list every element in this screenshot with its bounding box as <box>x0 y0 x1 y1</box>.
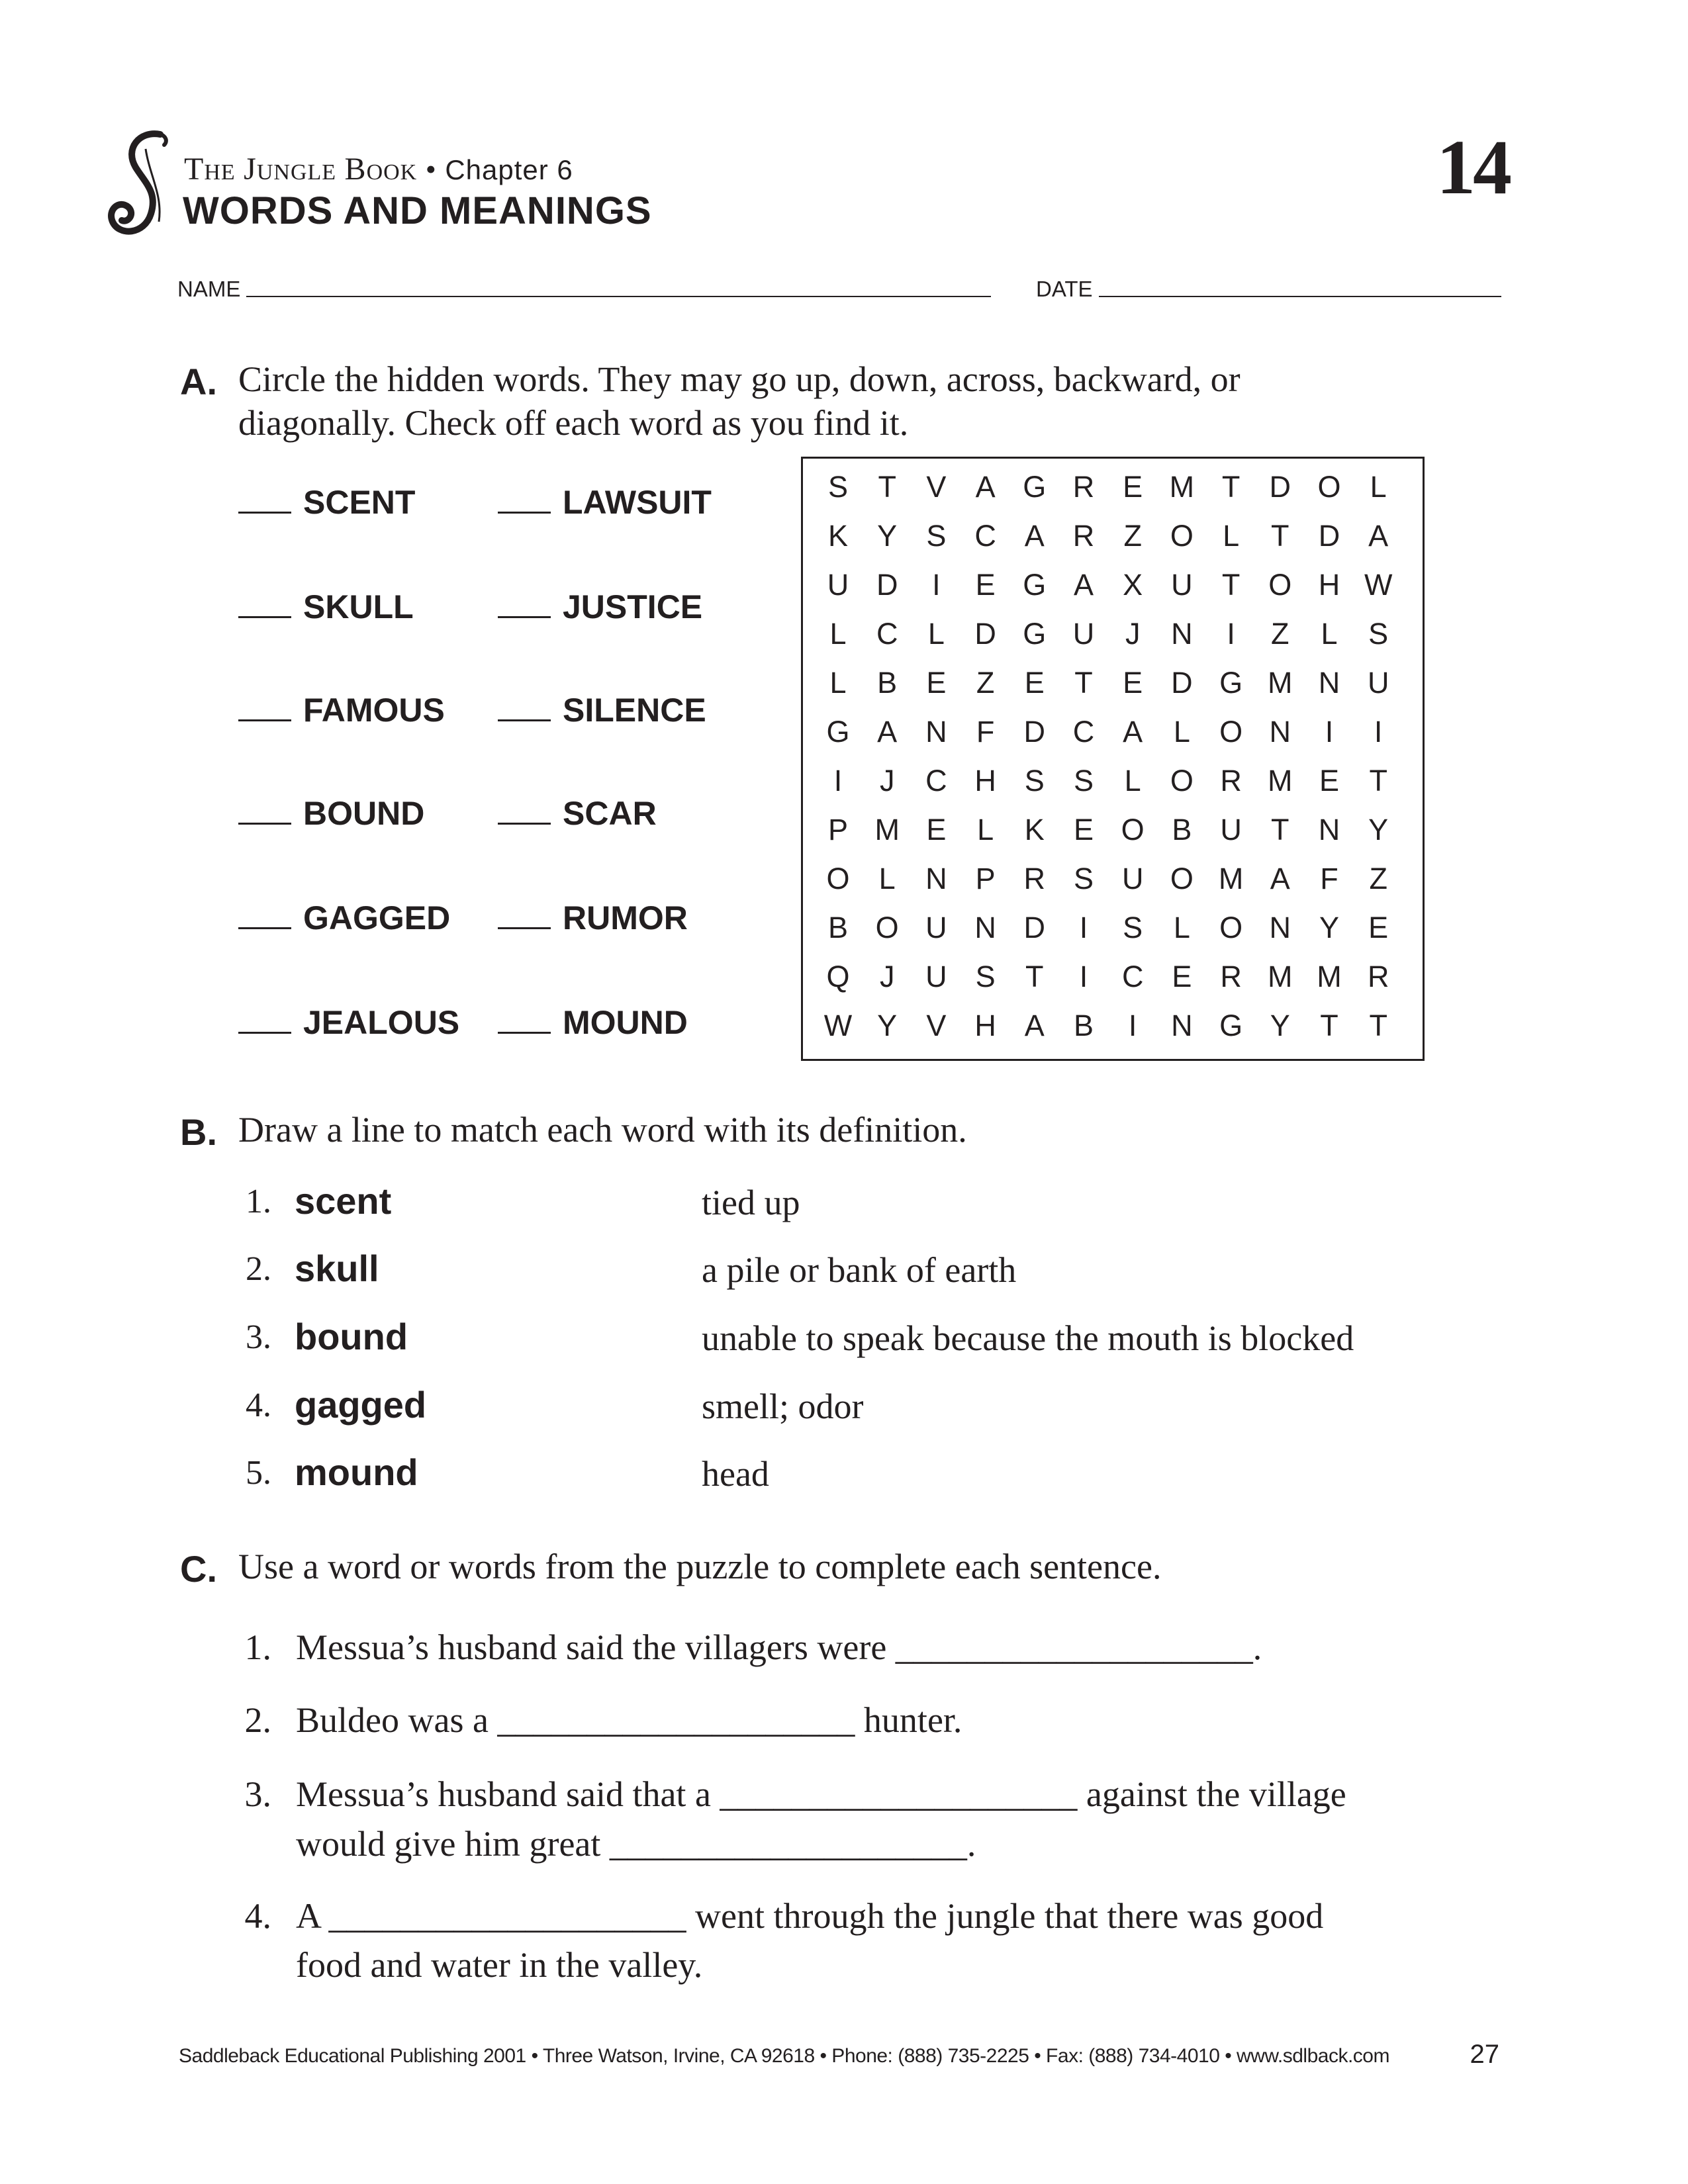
word-bank-item <box>238 691 445 729</box>
sentence-3-number: 3. <box>244 1774 271 1814</box>
grid-letter[interactable]: E <box>1024 666 1045 700</box>
grid-letter[interactable]: G <box>1219 666 1243 700</box>
grid-letter[interactable]: A <box>1024 1009 1045 1042</box>
match-word[interactable]: mound <box>295 1451 418 1493</box>
word-bank-word: FAMOUS <box>303 692 445 729</box>
section-c-instruction: Use a word or words from the puzzle to complete each sentence. <box>238 1547 1162 1586</box>
word-bank-word: SILENCE <box>563 692 706 729</box>
grid-letter[interactable]: K <box>1024 813 1045 846</box>
date-field[interactable] <box>1099 296 1501 297</box>
grid-letter[interactable]: U <box>1072 617 1095 651</box>
grid-letter[interactable]: U <box>925 960 947 993</box>
grid-letter[interactable]: C <box>974 519 996 553</box>
grid-letter[interactable]: L <box>977 813 994 846</box>
match-number: 3. <box>246 1318 271 1356</box>
grid-letter[interactable]: R <box>1072 470 1095 504</box>
grid-letter[interactable]: O <box>1317 470 1341 504</box>
grid-letter[interactable]: O <box>875 911 899 944</box>
grid-letter[interactable]: V <box>926 1009 947 1042</box>
grid-letter[interactable]: E <box>1073 813 1094 846</box>
grid-letter[interactable]: T <box>1221 470 1241 504</box>
sentence-3-line2[interactable]: would give him great ____________________. <box>296 1824 976 1864</box>
word-bank-item <box>238 483 415 522</box>
publisher-logo <box>99 129 182 242</box>
match-number: 2. <box>246 1250 271 1288</box>
grid-letter[interactable]: G <box>1023 617 1047 651</box>
grid-letter[interactable]: S <box>1073 862 1094 895</box>
grid-letter[interactable]: T <box>1025 960 1044 993</box>
grid-letter[interactable]: R <box>1220 960 1242 993</box>
checkoff-blank[interactable] <box>238 1031 291 1034</box>
match-definition[interactable]: tied up <box>702 1183 800 1222</box>
grid-letter[interactable]: L <box>829 666 847 700</box>
grid-letter[interactable]: D <box>1318 519 1340 553</box>
grid-letter[interactable]: T <box>1074 666 1093 700</box>
grid-letter[interactable]: F <box>976 715 995 749</box>
match-word[interactable]: scent <box>295 1180 392 1222</box>
match-number: 5. <box>246 1454 271 1492</box>
grid-letter[interactable]: B <box>1073 1009 1094 1042</box>
grid-letter[interactable]: D <box>974 617 996 651</box>
page-heading: WORDS AND MEANINGS <box>183 189 652 232</box>
grid-letter[interactable]: O <box>1219 911 1243 944</box>
word-bank-item <box>498 899 688 937</box>
checkoff-blank[interactable] <box>498 927 551 929</box>
grid-letter[interactable]: N <box>1171 1009 1193 1042</box>
grid-letter[interactable]: A <box>1024 519 1045 553</box>
sentence-4-line1[interactable]: A ____________________ went through the jungle that there was good <box>296 1896 1324 1936</box>
grid-letter[interactable]: A <box>877 715 898 749</box>
book-title <box>184 151 573 187</box>
word-bank-word: GAGGED <box>303 899 451 936</box>
word-search-grid <box>801 457 1425 1061</box>
word-bank-word: JEALOUS <box>303 1004 460 1041</box>
grid-letter[interactable]: J <box>879 764 895 797</box>
grid-letter[interactable]: N <box>1318 666 1340 700</box>
section-c-letter: C. <box>180 1548 217 1590</box>
grid-letter[interactable]: E <box>975 568 996 602</box>
grid-letter[interactable]: O <box>826 862 850 895</box>
grid-letter[interactable]: H <box>1318 568 1340 602</box>
swash-s-logo-icon <box>99 129 182 242</box>
word-bank-item <box>238 588 414 626</box>
grid-letter[interactable]: E <box>1368 911 1389 944</box>
grid-letter[interactable]: M <box>1268 960 1293 993</box>
word-bank-item <box>498 794 657 833</box>
grid-letter[interactable]: D <box>1023 715 1046 749</box>
grid-letter[interactable]: I <box>833 764 843 797</box>
grid-letter[interactable]: E <box>926 666 947 700</box>
match-number: 4. <box>246 1387 271 1424</box>
grid-letter[interactable]: R <box>1220 764 1242 797</box>
grid-letter[interactable]: G <box>1023 470 1047 504</box>
grid-letter[interactable]: N <box>1269 715 1291 749</box>
chapter-label: Chapter 6 <box>445 154 573 185</box>
sentence-1[interactable]: Messua’s husband said the villagers were ____________________. <box>296 1627 1262 1667</box>
grid-letter[interactable]: Z <box>1271 617 1289 651</box>
word-bank-word: SKULL <box>303 588 414 625</box>
checkoff-blank[interactable] <box>498 511 551 514</box>
grid-letter[interactable]: B <box>877 666 898 700</box>
sentence-4-line2: food and water in the valley. <box>296 1945 703 1985</box>
grid-letter[interactable]: S <box>975 960 996 993</box>
word-bank-word: RUMOR <box>563 899 688 936</box>
checkoff-blank[interactable] <box>498 719 551 721</box>
grid-letter[interactable]: N <box>1171 617 1193 651</box>
grid-letter[interactable]: M <box>1169 470 1195 504</box>
grid-letter[interactable]: S <box>1073 764 1094 797</box>
grid-letter[interactable]: G <box>1023 568 1047 602</box>
grid-letter[interactable]: O <box>1170 519 1194 553</box>
word-bank-item <box>498 1003 688 1042</box>
grid-letter[interactable]: S <box>1123 911 1143 944</box>
match-word[interactable]: bound <box>295 1316 408 1357</box>
grid-letter[interactable]: N <box>925 715 947 749</box>
grid-letter[interactable]: I <box>1079 911 1088 944</box>
grid-letter[interactable]: U <box>1220 813 1242 846</box>
grid-letter[interactable]: V <box>926 470 947 504</box>
word-bank-item <box>238 899 450 937</box>
grid-letter[interactable]: I <box>932 568 941 602</box>
name-label: NAME <box>177 277 241 301</box>
word-bank-word: LAWSUIT <box>563 484 712 521</box>
grid-letter[interactable]: B <box>1172 813 1192 846</box>
grid-letter[interactable]: P <box>975 862 996 895</box>
grid-letter[interactable]: S <box>1024 764 1045 797</box>
grid-letter[interactable]: U <box>1121 862 1144 895</box>
grid-letter[interactable]: Y <box>1368 813 1389 846</box>
grid-letter[interactable]: O <box>1121 813 1145 846</box>
section-b-letter: B. <box>180 1111 217 1153</box>
grid-letter[interactable]: I <box>1374 715 1383 749</box>
grid-letter[interactable]: A <box>1368 519 1389 553</box>
grid-letter[interactable]: I <box>1325 715 1334 749</box>
grid-letter[interactable]: E <box>1123 666 1143 700</box>
grid-letter[interactable]: G <box>826 715 850 749</box>
section-a-letter: A. <box>180 361 217 402</box>
grid-letter[interactable]: I <box>1227 617 1235 651</box>
title-bullet: • <box>425 152 437 186</box>
match-definition[interactable]: unable to speak because the mouth is blocked <box>702 1318 1354 1358</box>
grid-letter[interactable]: F <box>1320 862 1338 895</box>
grid-letter[interactable]: R <box>1072 519 1095 553</box>
grid-letter[interactable]: I <box>1079 960 1088 993</box>
grid-letter[interactable]: C <box>925 764 947 797</box>
word-bank-item <box>498 691 706 729</box>
grid-letter[interactable]: L <box>1370 470 1387 504</box>
checkoff-blank[interactable] <box>238 615 291 618</box>
date-label: DATE <box>1036 277 1093 301</box>
grid-letter[interactable]: E <box>1123 470 1143 504</box>
grid-letter[interactable]: L <box>1173 911 1190 944</box>
grid-letter[interactable]: L <box>1223 519 1240 553</box>
section-b-instruction: Draw a line to match each word with its definition. <box>238 1110 967 1150</box>
sentence-1-number: 1. <box>244 1627 271 1667</box>
grid-letter[interactable]: E <box>1319 764 1339 797</box>
grid-letter[interactable]: O <box>1219 715 1243 749</box>
word-bank-word: JUSTICE <box>563 588 703 625</box>
grid-letter[interactable]: T <box>1369 1009 1387 1042</box>
grid-letter[interactable]: T <box>1369 764 1387 797</box>
footer-publisher: Saddleback Educational Publishing 2001 • Three Watson, Irvine, CA 92618 • Phone: (888) 735-2225 • Fax: (888) 734-4010 • www.sdlback.com <box>179 2045 1389 2067</box>
grid-letter[interactable]: H <box>974 764 996 797</box>
grid-letter[interactable]: A <box>975 470 996 504</box>
checkoff-blank[interactable] <box>238 927 291 929</box>
word-bank-item <box>498 588 702 626</box>
grid-letter[interactable]: L <box>878 862 896 895</box>
grid-letter[interactable]: U <box>827 568 849 602</box>
grid-letter[interactable]: N <box>974 911 996 944</box>
match-definition[interactable]: head <box>702 1454 769 1494</box>
grid-letter[interactable]: L <box>1321 617 1338 651</box>
grid-letter[interactable]: L <box>829 617 847 651</box>
grid-letter[interactable]: B <box>827 911 848 944</box>
sentence-3-line1[interactable]: Messua’s husband said that a ____________________ against the village <box>296 1774 1346 1814</box>
sentence-2[interactable]: Buldeo was a ____________________ hunter. <box>296 1700 962 1740</box>
grid-letter[interactable]: J <box>879 960 895 993</box>
grid-letter[interactable]: Y <box>1270 1009 1290 1042</box>
match-number: 1. <box>246 1183 271 1220</box>
match-word[interactable]: skull <box>295 1248 379 1289</box>
grid-letter[interactable]: M <box>874 813 900 846</box>
word-bank-item <box>238 1003 459 1042</box>
grid-letter[interactable]: M <box>1268 666 1293 700</box>
grid-letter[interactable]: N <box>1318 813 1340 846</box>
grid-letter[interactable]: D <box>876 568 898 602</box>
grid-letter[interactable]: E <box>1172 960 1192 993</box>
grid-letter[interactable]: A <box>1270 862 1290 895</box>
grid-letter[interactable]: O <box>1170 764 1194 797</box>
grid-letter[interactable]: Z <box>1369 862 1387 895</box>
grid-letter[interactable]: N <box>925 862 947 895</box>
checkoff-blank[interactable] <box>238 719 291 721</box>
book-title-the: The <box>184 152 236 187</box>
grid-letter[interactable]: A <box>1123 715 1143 749</box>
grid-letter[interactable]: Y <box>1319 911 1339 944</box>
grid-letter[interactable]: L <box>1173 715 1190 749</box>
grid-letter[interactable]: R <box>1023 862 1046 895</box>
grid-letter[interactable]: H <box>974 1009 996 1042</box>
grid-letter[interactable]: M <box>1268 764 1293 797</box>
grid-letter[interactable]: X <box>1123 568 1143 602</box>
grid-letter[interactable]: S <box>827 470 848 504</box>
grid-letter[interactable]: L <box>927 617 945 651</box>
grid-letter[interactable]: J <box>1125 617 1141 651</box>
grid-letter[interactable]: T <box>1271 519 1289 553</box>
footer-page-number: 27 <box>1470 2040 1499 2069</box>
grid-letter[interactable]: U <box>925 911 947 944</box>
grid-letter[interactable]: C <box>876 617 898 651</box>
grid-letter[interactable]: U <box>1367 666 1389 700</box>
grid-letter[interactable]: R <box>1367 960 1389 993</box>
grid-letter[interactable]: O <box>1268 568 1292 602</box>
checkoff-blank[interactable] <box>498 822 551 825</box>
word-bank-word: SCAR <box>563 795 657 832</box>
word-bank-word: MOUND <box>563 1004 688 1041</box>
match-definition[interactable]: smell; odor <box>702 1387 864 1426</box>
grid-letter[interactable]: Y <box>877 519 898 553</box>
name-field[interactable] <box>246 296 991 297</box>
word-bank-item <box>238 794 424 833</box>
grid-letter[interactable]: K <box>827 519 848 553</box>
grid-letter[interactable]: C <box>1072 715 1095 749</box>
grid-letter[interactable]: I <box>1128 1009 1137 1042</box>
section-a-instruction-line1: Circle the hidden words. They may go up, down, across, backward, or <box>238 359 1241 399</box>
grid-letter[interactable]: D <box>1023 911 1046 944</box>
sentence-2-number: 2. <box>244 1700 271 1740</box>
book-title-book: Book <box>344 152 418 187</box>
grid-letter[interactable]: P <box>827 813 848 846</box>
grid-letter[interactable]: M <box>1218 862 1244 895</box>
grid-letter[interactable]: U <box>1171 568 1193 602</box>
page-badge: 14 <box>1436 124 1509 210</box>
section-a-instruction-line2: diagonally. Check off each word as you find it. <box>238 403 909 443</box>
book-title-jungle: Jungle <box>244 152 337 187</box>
checkoff-blank[interactable] <box>238 511 291 514</box>
grid-letter[interactable]: T <box>1320 1009 1338 1042</box>
grid-letter[interactable]: M <box>1317 960 1342 993</box>
grid-letter[interactable]: Y <box>877 1009 898 1042</box>
checkoff-blank[interactable] <box>498 1031 551 1034</box>
grid-letter[interactable]: O <box>1170 862 1194 895</box>
grid-letter[interactable]: E <box>926 813 947 846</box>
grid-letter[interactable]: Z <box>1123 519 1142 553</box>
word-bank-word: SCENT <box>303 484 416 521</box>
checkoff-blank[interactable] <box>498 615 551 618</box>
word-bank-item <box>498 483 712 522</box>
grid-letter[interactable]: G <box>1219 1009 1243 1042</box>
grid-letter[interactable]: D <box>1171 666 1193 700</box>
grid-letter[interactable]: Z <box>976 666 995 700</box>
sentence-4-number: 4. <box>244 1896 271 1936</box>
match-definition[interactable]: a pile or bank of earth <box>702 1250 1017 1290</box>
grid-letter[interactable]: N <box>1269 911 1291 944</box>
grid-letter[interactable]: S <box>926 519 947 553</box>
word-bank-word: BOUND <box>303 795 425 832</box>
grid-letter[interactable]: T <box>1221 568 1241 602</box>
grid-letter[interactable]: L <box>1124 764 1141 797</box>
grid-letter[interactable]: A <box>1073 568 1094 602</box>
grid-letter[interactable]: W <box>1364 568 1393 602</box>
grid-letter[interactable]: S <box>1368 617 1389 651</box>
grid-letter[interactable]: T <box>1271 813 1289 846</box>
grid-letter[interactable]: Q <box>826 960 850 993</box>
checkoff-blank[interactable] <box>238 822 291 825</box>
match-word[interactable]: gagged <box>295 1384 427 1426</box>
grid-letter[interactable]: T <box>878 470 896 504</box>
grid-letter[interactable]: W <box>823 1009 853 1042</box>
grid-letter[interactable]: D <box>1269 470 1291 504</box>
grid-letter[interactable]: C <box>1121 960 1144 993</box>
